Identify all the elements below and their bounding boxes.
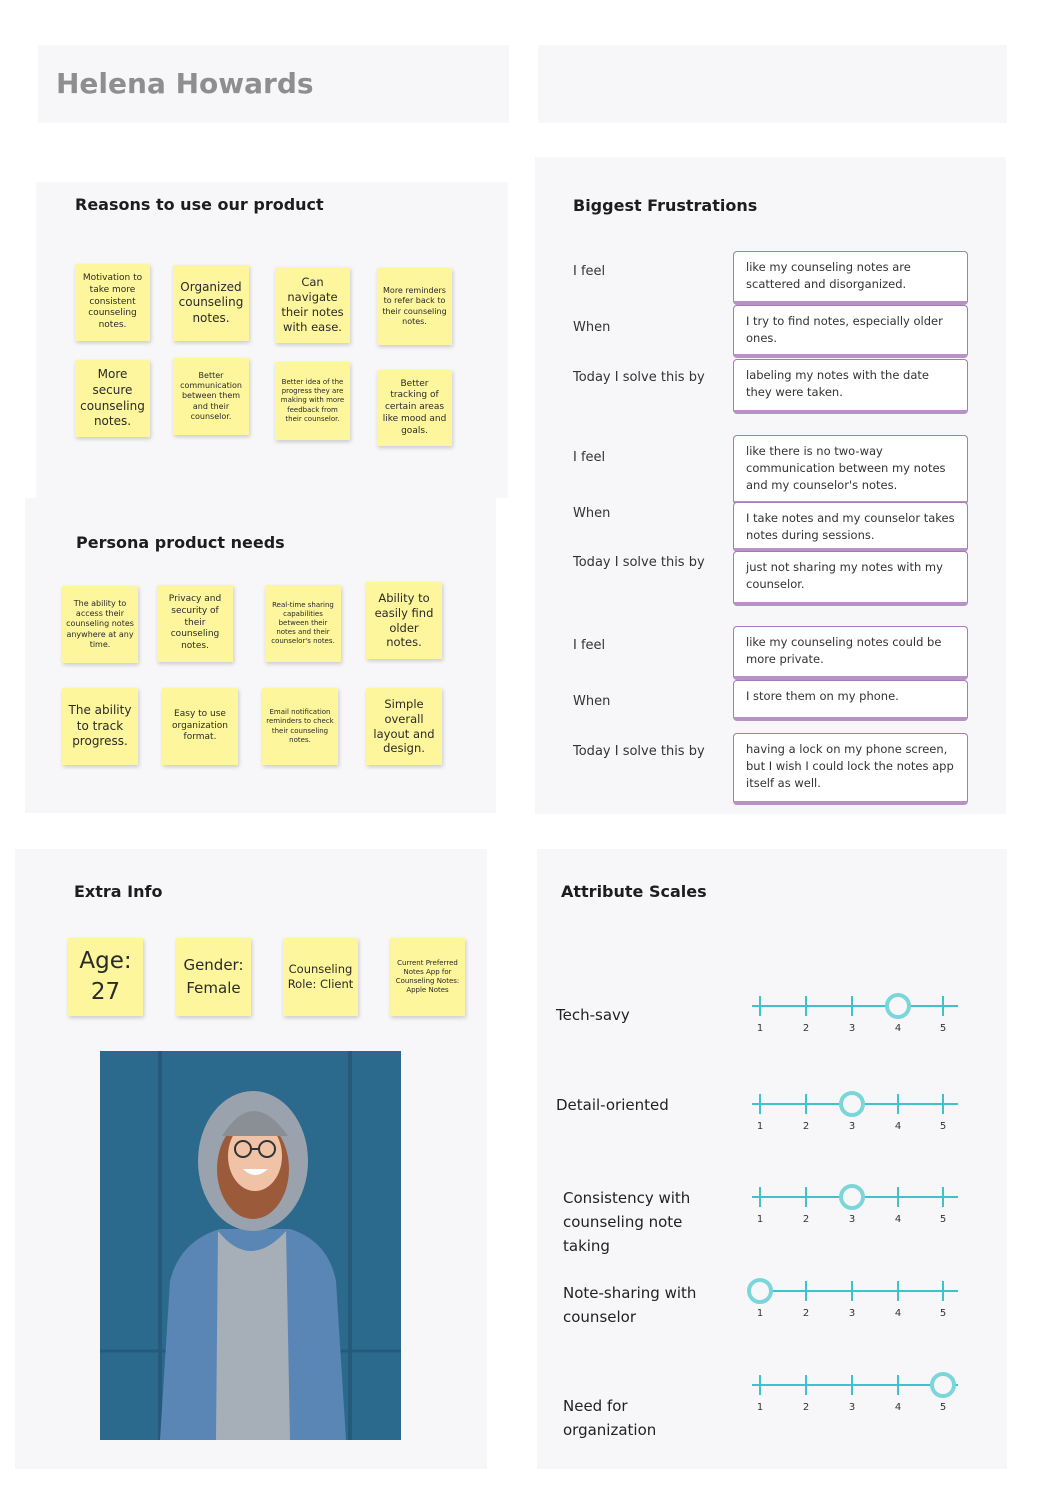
solve-box: having a lock on my phone screen, but I wish I could lock the notes app itself as well. bbox=[733, 733, 968, 805]
scale-tick-label: 2 bbox=[802, 1023, 810, 1034]
feel-label: I feel bbox=[573, 264, 606, 279]
scale-tick-label: 1 bbox=[756, 1121, 764, 1132]
when-label: When bbox=[573, 694, 611, 709]
when-box: I store them on my phone. bbox=[733, 680, 968, 721]
solve-box: labeling my notes with the date they were taken. bbox=[733, 359, 968, 414]
scale-label-consistency: Consistency with counseling note taking bbox=[563, 1189, 691, 1255]
scale-tick-label: 4 bbox=[894, 1121, 902, 1132]
when-label: When bbox=[573, 506, 611, 521]
persona-name: Helena Howards bbox=[56, 67, 314, 100]
scale-marker bbox=[749, 1280, 771, 1302]
scale-label-detail-oriented: Detail-oriented bbox=[556, 1096, 669, 1114]
needs-title: Persona product needs bbox=[76, 533, 285, 552]
name-panel bbox=[38, 45, 509, 123]
scale-marker bbox=[841, 1186, 863, 1208]
feel-box: like my counseling notes are scattered and disorganized. bbox=[733, 251, 968, 305]
scale-tick-label: 2 bbox=[802, 1121, 810, 1132]
scale-tick-label: 1 bbox=[756, 1214, 764, 1225]
scale-tick-label: 4 bbox=[894, 1023, 902, 1034]
scale-track bbox=[0, 986, 1041, 1026]
scale-track bbox=[0, 1177, 1041, 1217]
scale-track bbox=[0, 1084, 1041, 1124]
when-box: I try to find notes, especially older ones. bbox=[733, 305, 968, 358]
when-box: I take notes and my counselor takes notes during sessions. bbox=[733, 502, 968, 552]
need-note: Easy to use organization format. bbox=[162, 688, 238, 765]
scale-tick-label: 4 bbox=[894, 1308, 902, 1319]
age-label: Age: bbox=[79, 948, 132, 974]
scale-tick-label: 3 bbox=[848, 1308, 856, 1319]
scale-tick-label: 3 bbox=[848, 1402, 856, 1413]
scale-tick-label: 4 bbox=[894, 1214, 902, 1225]
reasons-title: Reasons to use our product bbox=[75, 195, 324, 214]
solve-box: just not sharing my notes with my counselor. bbox=[733, 551, 968, 606]
reason-note: Organized counseling notes. bbox=[173, 265, 249, 341]
scale-marker bbox=[841, 1093, 863, 1115]
feel-label: I feel bbox=[573, 450, 606, 465]
solve-label: Today I solve this by bbox=[573, 555, 705, 570]
scale-tick-label: 5 bbox=[939, 1214, 947, 1225]
feel-box: like my counseling notes could be more private. bbox=[733, 626, 968, 680]
need-note: Email notification reminders to check their counseling notes. bbox=[262, 688, 338, 765]
scale-label-note-sharing: Note-sharing with counselor bbox=[563, 1284, 697, 1326]
scale-tick-label: 3 bbox=[848, 1214, 856, 1225]
need-note: Ability to easily find older notes. bbox=[366, 582, 442, 659]
scale-tick-label: 5 bbox=[939, 1308, 947, 1319]
scale-marker bbox=[887, 995, 909, 1017]
attribute-scales-title: Attribute Scales bbox=[561, 882, 707, 901]
role-note: Counseling Role: Client bbox=[283, 938, 358, 1016]
reason-note: More reminders to refer back to their counseling notes. bbox=[377, 268, 452, 345]
feel-box: like there is no two-way communication between my notes and my counselor's notes. bbox=[733, 435, 968, 505]
scale-tick-label: 1 bbox=[756, 1308, 764, 1319]
need-note: Real-time sharing capabilities between their notes and their counselor's notes. bbox=[265, 585, 341, 662]
scale-track bbox=[0, 1271, 1041, 1311]
gender-value: Female bbox=[186, 979, 241, 997]
reason-note: More secure counseling notes. bbox=[75, 360, 150, 437]
reason-note: Better communication between them and their counselor. bbox=[173, 358, 249, 435]
scale-tick-label: 2 bbox=[802, 1402, 810, 1413]
need-note: The ability to access their counseling notes anywhere at any time. bbox=[62, 586, 138, 663]
scale-tick-label: 5 bbox=[939, 1402, 947, 1413]
solve-label: Today I solve this by bbox=[573, 744, 705, 759]
need-note: Simple overall layout and design. bbox=[366, 688, 442, 765]
extra-info-title: Extra Info bbox=[74, 882, 163, 901]
need-note: The ability to track progress. bbox=[62, 688, 138, 765]
header-right-panel bbox=[538, 45, 1007, 123]
reason-note: Better tracking of certain areas like mood and goals. bbox=[377, 370, 452, 446]
scale-tick-label: 3 bbox=[848, 1023, 856, 1034]
scale-label-tech-savy: Tech-savy bbox=[556, 1006, 630, 1024]
app-note: Current Preferred Notes App for Counseling Notes: Apple Notes bbox=[390, 938, 465, 1016]
solve-label: Today I solve this by bbox=[573, 370, 705, 385]
frustrations-title: Biggest Frustrations bbox=[573, 196, 758, 215]
scale-tick-label: 2 bbox=[802, 1214, 810, 1225]
age-value: 27 bbox=[90, 979, 121, 1005]
need-note: Privacy and security of their counseling notes. bbox=[157, 585, 233, 662]
reason-note: Motivation to take more consistent counseling notes. bbox=[75, 264, 150, 341]
scale-tick-label: 4 bbox=[894, 1402, 902, 1413]
scale-track bbox=[0, 1365, 1041, 1405]
scale-tick-label: 1 bbox=[756, 1023, 764, 1034]
gender-label: Gender: bbox=[183, 956, 244, 974]
scale-tick-label: 1 bbox=[756, 1402, 764, 1413]
scale-label-need-for-organization: Need for organization bbox=[563, 1397, 657, 1439]
scale-marker bbox=[932, 1374, 954, 1396]
scale-tick-label: 3 bbox=[848, 1121, 856, 1132]
reason-note: Can navigate their notes with ease. bbox=[275, 267, 350, 343]
when-label: When bbox=[573, 320, 611, 335]
scale-tick-label: 2 bbox=[802, 1308, 810, 1319]
feel-label: I feel bbox=[573, 638, 606, 653]
scale-tick-label: 5 bbox=[939, 1121, 947, 1132]
reason-note: Better idea of the progress they are making with more feedback from their counselor. bbox=[275, 362, 350, 440]
scale-tick-label: 5 bbox=[939, 1023, 947, 1034]
